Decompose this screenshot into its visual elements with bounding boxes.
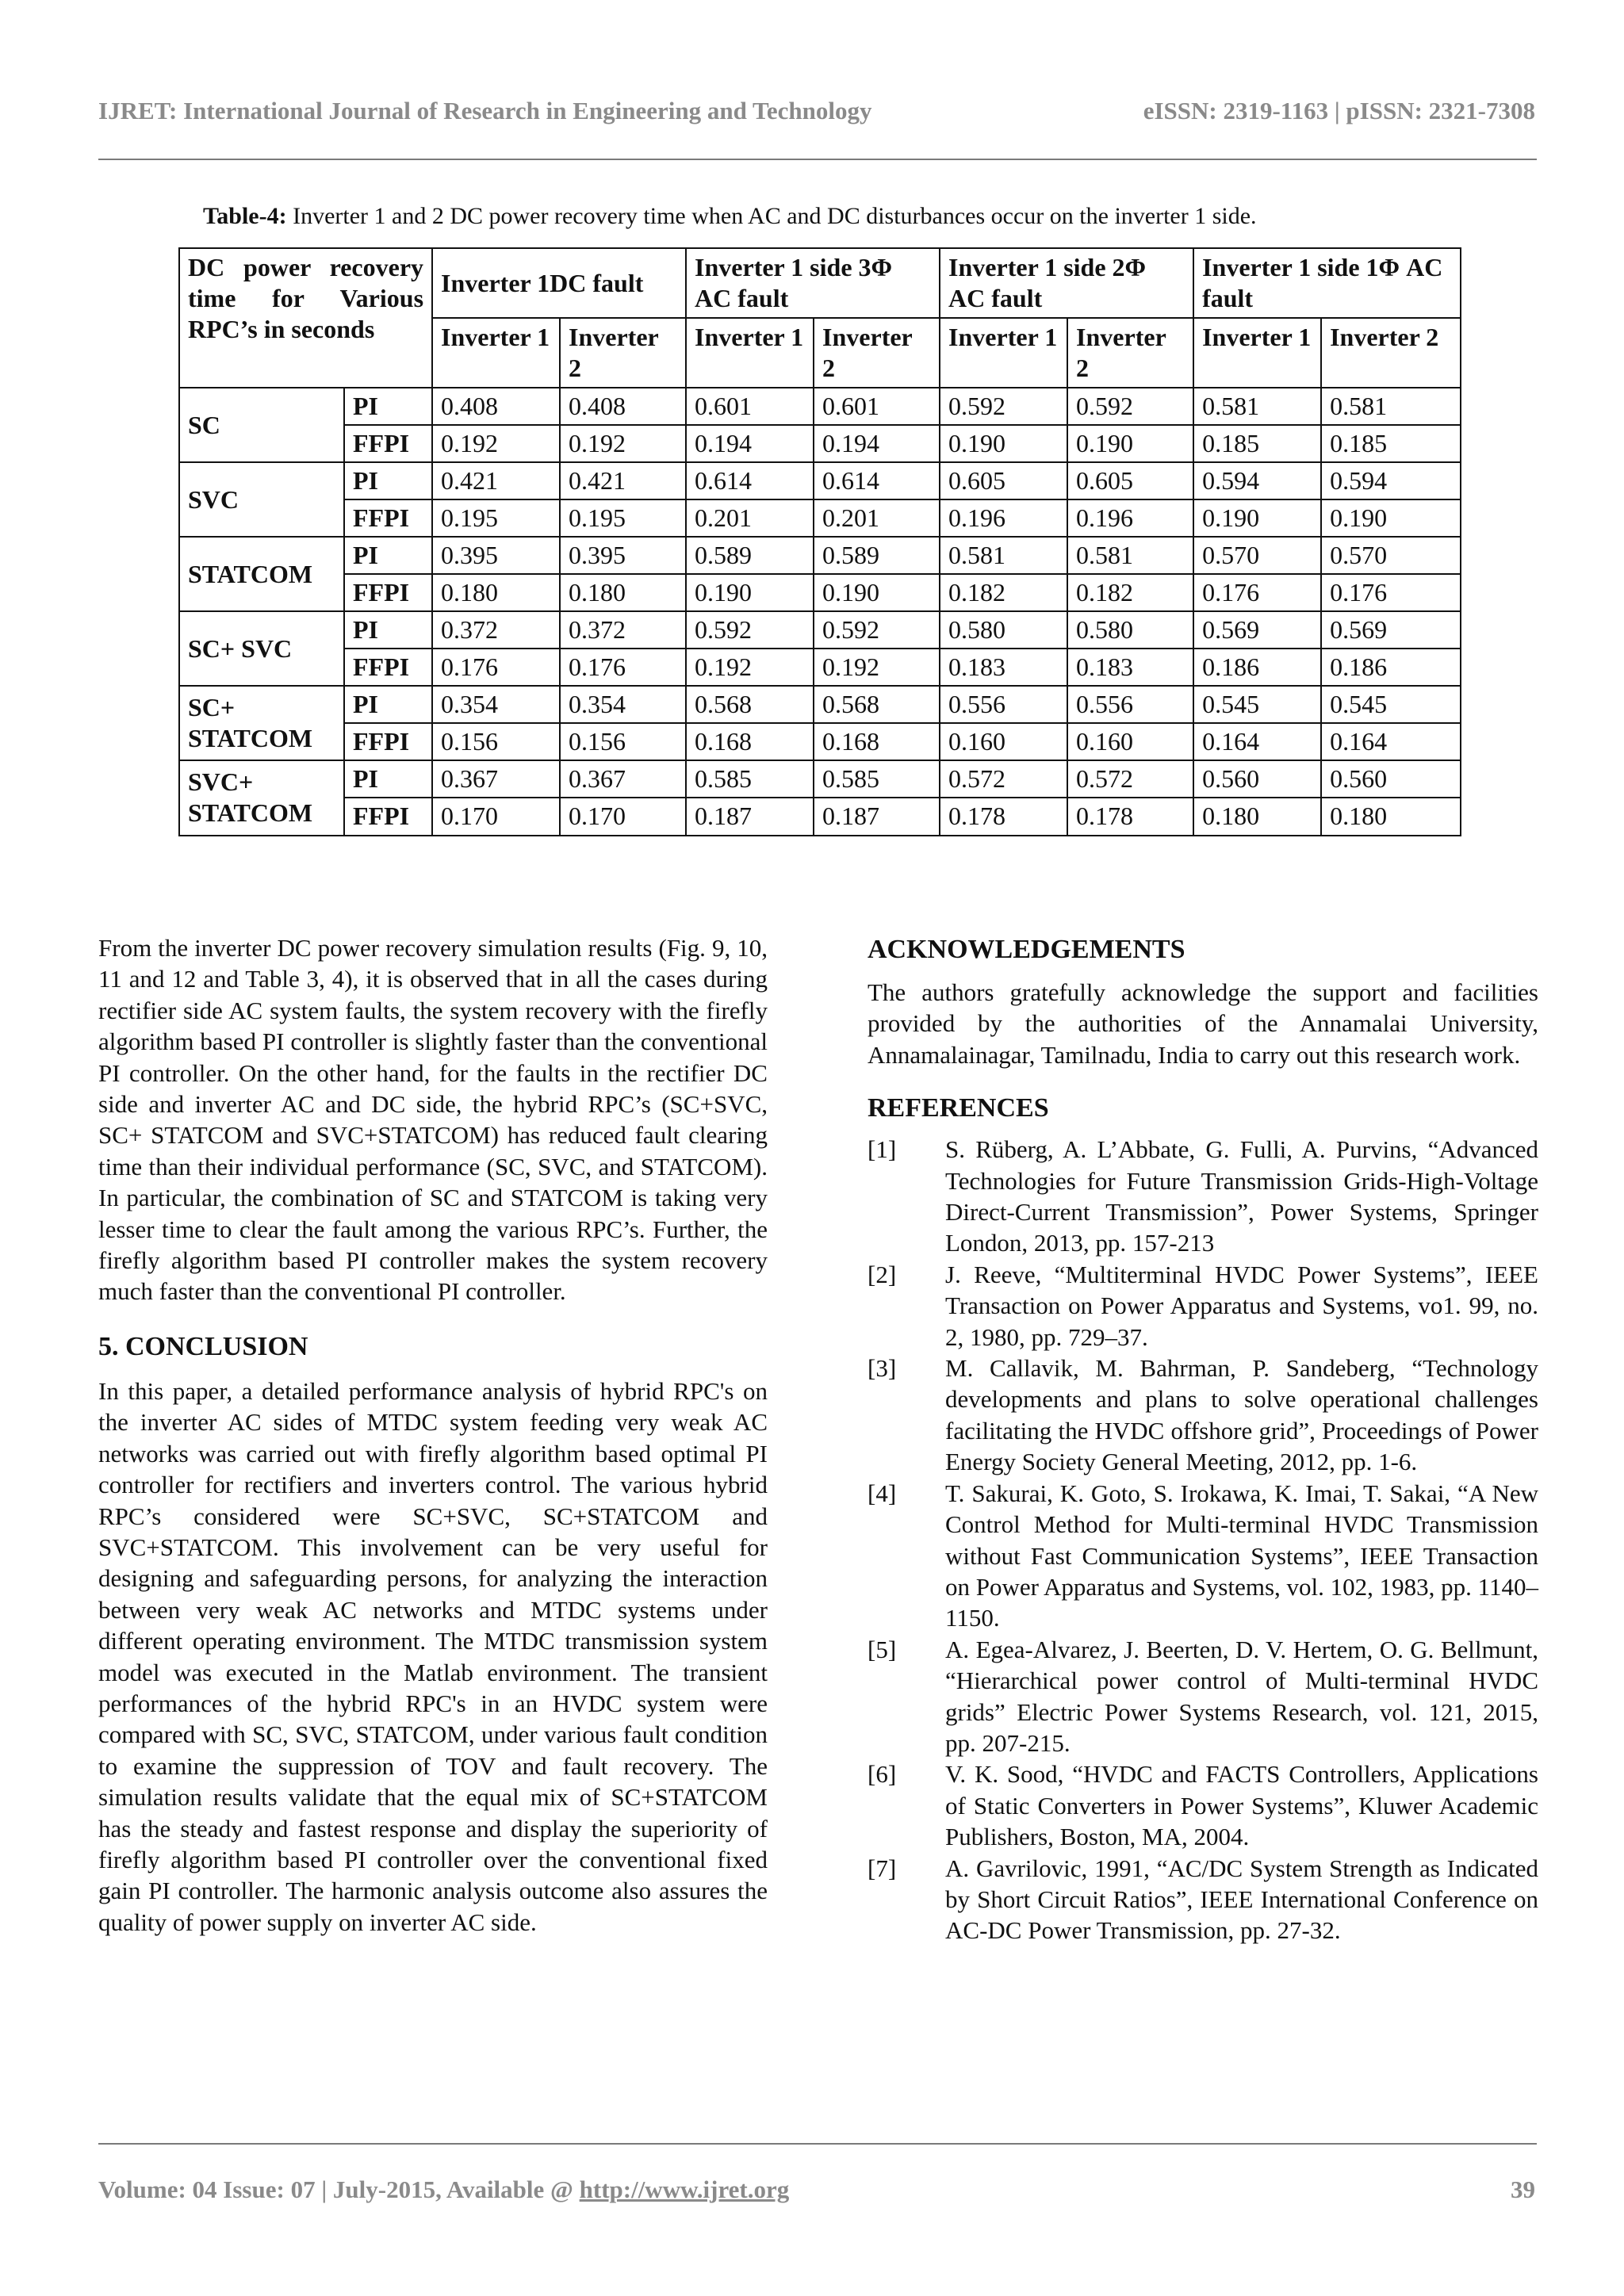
table-cell: 0.581 [1193,388,1321,425]
table-cell: 0.594 [1193,462,1321,499]
table-cell: 0.180 [560,574,686,611]
issn: eISSN: 2319-1163 | pISSN: 2321-7308 [1143,97,1535,124]
table-cell: 0.168 [814,723,940,760]
table-row [179,723,1461,760]
reference-item [868,1353,1538,1478]
table-cell: 0.192 [814,649,940,686]
table-cell: 0.589 [814,537,940,574]
table-cell: 0.614 [814,462,940,499]
table-row [179,388,1461,425]
reference-number: [3] [868,1354,897,1383]
reference-number: [5] [868,1635,897,1663]
reference-number: [1] [868,1135,897,1164]
table-cell: 0.408 [560,388,686,425]
table-cell: 0.190 [814,574,940,611]
table-cell: 0.570 [1321,537,1461,574]
table-cell: 0.570 [1193,537,1321,574]
table-cell: 0.195 [560,499,686,537]
table-cell: 0.395 [560,537,686,574]
table-cell: 0.580 [940,611,1067,649]
reference-item [868,1259,1538,1353]
group-header-1phase: Inverter 1 side 1Φ AC fault [1193,248,1461,318]
reference-item [868,1853,1538,1946]
rpc-label: STATCOM [179,537,344,611]
table-cell: 0.156 [432,723,560,760]
discussion-paragraph: From the inverter DC power recovery simulation results (Fig. 9, 10, 11 and 12 and Table 3, 4), it is observed that in all the cases during rectifier side AC system faults, the system recovery with the firefly algorithm based PI controller is slightly faster than the conventional PI controller. On the other hand, for the faults in the rectifier DC side and inverter AC and DC side, the hybrid RPC’s (SC+SVC, SC+ STATCOM and SVC+STATCOM) has reduced fault clearing time than their individual performance (SC, SVC, and STATCOM). In particular, the combination of SC and STATCOM is taking very lesser time to clear the fault among the various RPC’s. Further, the firefly algorithm based PI controller makes the system recovery much faster than the conventional PI controller. [98,934,768,1306]
table-cell: 0.194 [686,425,814,462]
reference-number: [4] [868,1479,897,1507]
table-cell: 0.556 [1067,686,1193,723]
table-cell: 0.186 [1321,649,1461,686]
controller-label: FFPI [344,723,432,760]
table-cell: 0.194 [814,425,940,462]
table-cell: 0.180 [1193,798,1321,835]
reference-text: T. Sakurai, K. Goto, S. Irokawa, K. Imai, T. Sakai, “A New Control Method for Multi-terminal HVDC Transmission without Fast Communication Systems”, IEEE Transaction on Power Apparatus and Systems, vol. 102, 1983, pp. 1140–1150. [945,1479,1538,1632]
table-cell: 0.581 [1321,388,1461,425]
table-cell: 0.589 [686,537,814,574]
table-cell: 0.545 [1193,686,1321,723]
table-cell: 0.187 [814,798,940,835]
reference-text: V. K. Sood, “HVDC and FACTS Controllers, Applications of Static Converters in Power Systems”, Kluwer Academic Publishers, Boston, MA, 2004. [945,1760,1538,1851]
table-cell: 0.176 [560,649,686,686]
controller-label: PI [344,686,432,723]
table-cell: 0.605 [1067,462,1193,499]
left-column [98,932,768,1938]
table-row [179,798,1461,835]
controller-label: FFPI [344,798,432,835]
footer-divider [98,2143,1537,2145]
controller-label: FFPI [344,574,432,611]
table-cell: 0.196 [1067,499,1193,537]
sub-header-inverter-2: Inverter 2 [560,318,686,388]
table-cell: 0.176 [1321,574,1461,611]
reference-item [868,1758,1538,1852]
table-cell: 0.192 [686,649,814,686]
reference-item [868,1134,1538,1259]
table-cell: 0.176 [432,649,560,686]
header-divider [98,159,1537,160]
controller-label: FFPI [344,649,432,686]
table-caption-label: Table-4: [203,203,287,229]
table-cell: 0.186 [1193,649,1321,686]
table-cell: 0.354 [432,686,560,723]
table-cell: 0.601 [814,388,940,425]
table-cell: 0.185 [1321,425,1461,462]
table-cell: 0.156 [560,723,686,760]
table-corner-header: DC power recovery time for Various RPC’s in seconds [179,248,432,388]
table-cell: 0.560 [1193,760,1321,798]
conclusion-heading: 5. CONCLUSION [98,1331,308,1361]
controller-label: PI [344,388,432,425]
controller-label: FFPI [344,499,432,537]
table-row [179,574,1461,611]
table-cell: 0.367 [560,760,686,798]
table-cell: 0.201 [686,499,814,537]
table-cell: 0.569 [1193,611,1321,649]
reference-number: [7] [868,1854,897,1882]
journal-url-link[interactable]: http://www.ijret.org [579,2175,790,2203]
recovery-time-table [178,247,1461,836]
table-cell: 0.568 [814,686,940,723]
table-cell: 0.192 [560,425,686,462]
rpc-label: SC+ SVC [179,611,344,686]
controller-label: PI [344,760,432,798]
table-cell: 0.581 [940,537,1067,574]
table-cell: 0.168 [686,723,814,760]
table-cell: 0.160 [1067,723,1193,760]
table-cell: 0.195 [432,499,560,537]
table-body [179,388,1461,835]
journal-title: IJRET: International Journal of Research in Engineering and Technology [98,97,872,124]
reference-list [868,1134,1538,1946]
table-cell: 0.180 [432,574,560,611]
table-cell: 0.614 [686,462,814,499]
sub-header-inverter-2: Inverter 2 [1067,318,1193,388]
table-cell: 0.178 [1067,798,1193,835]
table-cell: 0.164 [1321,723,1461,760]
reference-number: [6] [868,1760,897,1789]
table-cell: 0.395 [432,537,560,574]
table-cell: 0.190 [1067,425,1193,462]
group-header-3phase: Inverter 1 side 3Φ AC fault [686,248,940,318]
table-cell: 0.601 [686,388,814,425]
reference-text: A. Egea-Alvarez, J. Beerten, D. V. Hertem, O. G. Bellmunt, “Hierarchical power control of Multi-terminal HVDC grids” Electric Power Systems Research, vol. 121, 2015, pp. 207-215. [945,1635,1538,1757]
rpc-label: SVC [179,462,344,537]
table-cell: 0.594 [1321,462,1461,499]
table-cell: 0.560 [1321,760,1461,798]
running-footer [98,2175,1535,2204]
reference-text: J. Reeve, “Multiterminal HVDC Power Systems”, IEEE Transaction on Power Apparatus and Systems, vo1. 99, no. 2, 1980, pp. 729–37. [945,1260,1538,1351]
reference-text: S. Rüberg, A. L’Abbate, G. Fulli, A. Purvins, “Advanced Technologies for Future Transmission Grids-High-Voltage Direct-Current Transmission”, Power Systems, Springer London, 2013, pp. 157-213 [945,1135,1538,1257]
table-cell: 0.580 [1067,611,1193,649]
table-caption [203,203,1257,230]
group-header-2phase: Inverter 1 side 2Φ AC fault [940,248,1193,318]
acknowledgements-heading: ACKNOWLEDGEMENTS [868,935,1185,964]
table-cell: 0.408 [432,388,560,425]
sub-header-inverter-1: Inverter 1 [1193,318,1321,388]
rpc-label: SC [179,388,344,462]
table-cell: 0.556 [940,686,1067,723]
table-cell: 0.196 [940,499,1067,537]
table-cell: 0.160 [940,723,1067,760]
table-cell: 0.190 [940,425,1067,462]
table-row [179,686,1461,723]
table-cell: 0.164 [1193,723,1321,760]
table-cell: 0.421 [432,462,560,499]
table-cell: 0.572 [1067,760,1193,798]
table-cell: 0.187 [686,798,814,835]
group-header-dc-fault: Inverter 1DC fault [432,248,686,318]
table-cell: 0.170 [432,798,560,835]
table-cell: 0.190 [686,574,814,611]
table-cell: 0.183 [940,649,1067,686]
table-cell: 0.421 [560,462,686,499]
sub-header-inverter-1: Inverter 1 [940,318,1067,388]
acknowledgements-paragraph: The authors gratefully acknowledge the support and facilities provided by the authorities of the Annamalai University, Annamalainagar, Tamilnadu, India to carry out this research work. [868,978,1538,1069]
table-cell: 0.572 [940,760,1067,798]
table-cell: 0.592 [1067,388,1193,425]
rpc-label: SC+ STATCOM [179,686,344,760]
table-row [179,537,1461,574]
table-cell: 0.372 [560,611,686,649]
table-caption-text: Inverter 1 and 2 DC power recovery time when AC and DC disturbances occur on the inverter 1 side. [293,203,1257,229]
table-cell: 0.170 [560,798,686,835]
table-cell: 0.592 [940,388,1067,425]
table-cell: 0.592 [814,611,940,649]
table-row [179,649,1461,686]
table-cell: 0.183 [1067,649,1193,686]
right-column [868,932,1538,1946]
table-cell: 0.585 [814,760,940,798]
table-cell: 0.190 [1193,499,1321,537]
sub-header-inverter-2: Inverter 2 [814,318,940,388]
table-cell: 0.176 [1193,574,1321,611]
reference-number: [2] [868,1260,897,1288]
table-cell: 0.185 [1193,425,1321,462]
controller-label: PI [344,462,432,499]
table-row [179,425,1461,462]
table-row [179,462,1461,499]
table-row [179,611,1461,649]
table-cell: 0.581 [1067,537,1193,574]
table-cell: 0.372 [432,611,560,649]
footer-volume: Volume: 04 Issue: 07 | July-2015, Available @ [98,2175,580,2203]
table-cell: 0.182 [940,574,1067,611]
controller-label: FFPI [344,425,432,462]
table-cell: 0.592 [686,611,814,649]
table-cell: 0.585 [686,760,814,798]
page-number: 39 [1511,2175,1535,2203]
sub-header-inverter-1: Inverter 1 [432,318,560,388]
reference-item [868,1634,1538,1759]
table-cell: 0.182 [1067,574,1193,611]
table-cell: 0.545 [1321,686,1461,723]
reference-item [868,1478,1538,1634]
reference-text: M. Callavik, M. Bahrman, P. Sandeberg, “Technology developments and plans to solve operational challenges facilitating the HVDC offshore grid”, Proceedings of Power Energy Society General Meeting, 2012, pp. 1-6. [945,1354,1538,1476]
table-cell: 0.568 [686,686,814,723]
rpc-label: SVC+ STATCOM [179,760,344,835]
controller-label: PI [344,611,432,649]
table-cell: 0.178 [940,798,1067,835]
table-cell: 0.569 [1321,611,1461,649]
table-cell: 0.192 [432,425,560,462]
table-cell: 0.180 [1321,798,1461,835]
sub-header-inverter-2: Inverter 2 [1321,318,1461,388]
sub-header-inverter-1: Inverter 1 [686,318,814,388]
references-heading: REFERENCES [868,1093,1049,1123]
conclusion-paragraph: In this paper, a detailed performance analysis of hybrid RPC's on the inverter AC sides of MTDC system feeding very weak AC networks was carried out with firefly algorithm based optimal PI controller for rectifiers and inverters control. The various hybrid RPC’s considered were SC+SVC, SC+STATCOM and SVC+STATCOM. This involvement can be very useful for designing and safeguarding persons, for analyzing the interaction between very weak AC networks and MTDC systems under different operating environment. The MTDC transmission system model was executed in the Matlab environment. The transient performances of the hybrid RPC's in an HVDC system were compared with SC, SVC, STATCOM, under various fault condition to examine the suppression of TOV and fault recovery. The simulation results validate that the equal mix of SC+STATCOM has the steady and fastest response and display the superiority of firefly algorithm based PI controller over the conventional fixed gain PI controller. The harmonic analysis outcome also assures the quality of power supply on inverter AC side. [98,1376,768,1936]
table-cell: 0.605 [940,462,1067,499]
table-cell: 0.354 [560,686,686,723]
controller-label: PI [344,537,432,574]
table-cell: 0.201 [814,499,940,537]
table-cell: 0.367 [432,760,560,798]
table-row [179,760,1461,798]
table-cell: 0.190 [1321,499,1461,537]
reference-text: A. Gavrilovic, 1991, “AC/DC System Strength as Indicated by Short Circuit Ratios”, IEEE International Conference on AC-DC Power Transmission, pp. 27-32. [945,1854,1538,1945]
table-row [179,499,1461,537]
